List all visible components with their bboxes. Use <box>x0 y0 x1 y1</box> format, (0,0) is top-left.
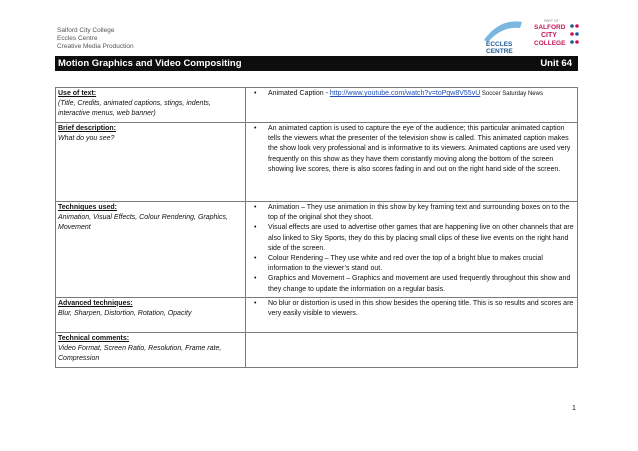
youtube-link[interactable]: http://www.youtube.com/watch?v=toPqw8V55vU <box>329 90 481 97</box>
org-line: Eccles Centre <box>57 35 98 42</box>
table-row <box>56 332 578 367</box>
page-number: 1 <box>572 405 576 412</box>
org-line: Creative Media Production <box>57 43 134 50</box>
logo1-line: ECCLES <box>486 41 513 48</box>
logo2-line: CITY <box>541 32 557 39</box>
link-suffix: Soccer Saturday News <box>480 91 543 97</box>
table-row <box>56 202 578 298</box>
title-bar <box>55 56 578 71</box>
list-item: • Colour Rendering – They use white and red over the top of a bright blue to makes crucial information to the viewer’s stand out. <box>250 254 575 274</box>
row-content-cell <box>246 332 578 367</box>
row-sublabel: Animation, Visual Effects, Colour Rendering, Graphics, Movement <box>58 214 228 232</box>
salford-city-college-logo <box>534 19 579 47</box>
row-sublabel: (Title, Credits, animated captions, stings, indents, interactive menus, web banner) <box>58 100 211 118</box>
list-item: • An animated caption is used to capture the eye of the audience; this particular animated caption tells the viewers what the presenter of the television show is called. This animated caption makes the show look very professional and is informative to its viewers. Animated captions are used very frequently on this show as they have them constantly moving along the bottom of the screen showing live scores, there is also scores fading in and out on the right hand side of the screen. <box>250 124 575 175</box>
unit-label: Unit 64 <box>540 58 572 69</box>
row-content-cell <box>246 202 578 298</box>
row-label: Advanced techniques: <box>58 299 133 307</box>
table-row <box>56 88 578 123</box>
row-label-cell <box>56 297 246 332</box>
list-item <box>250 89 575 99</box>
row-label: Techniques used: <box>58 204 117 211</box>
row-label: Use of text: <box>58 90 97 97</box>
logo2-line: SALFORD <box>534 24 566 31</box>
table-row <box>56 297 578 332</box>
table-row <box>56 123 578 202</box>
row-content-cell <box>246 123 578 202</box>
list-item: • No blur or distortion is used in this show besides the opening title. This is so results and scores are very easily visible to viewers. <box>250 299 575 319</box>
row-sublabel: Video Format, Screen Ratio, Resolution, Frame rate, Compression <box>58 345 222 363</box>
list-item: • Visual effects are used to advertise other games that are happening live on other channels that are also linked to Sky Sports, they do this by placing small clips of these live events on the right hand side of the screen. <box>250 223 575 254</box>
list-item: • Animation – They use animation in this show by key framing text and surrounding boxes on to the top of the original shot they shoot. <box>250 203 575 223</box>
analysis-table <box>55 87 578 368</box>
row-label-cell <box>56 88 246 123</box>
row-label-cell <box>56 202 246 298</box>
row-label: Technical comments: <box>58 334 130 342</box>
row-label: Brief description: <box>58 125 116 132</box>
row-sublabel: Blur, Sharpen, Distortion, Rotation, Opacity <box>58 310 192 318</box>
row-content-cell <box>246 88 578 123</box>
row-label-cell <box>56 332 246 367</box>
row-content-cell <box>246 297 578 332</box>
logo2-top: PART OF <box>544 19 559 23</box>
row-label-cell <box>56 123 246 202</box>
logo2-line: COLLEGE <box>534 40 566 47</box>
list-item: • Graphics and Movement – Graphics and movement are used frequently throughout this show and they change to update the information on a regular basis. <box>250 274 575 294</box>
logo1-line: CENTRE <box>486 48 513 55</box>
link-prefix: Animated Caption - <box>268 90 330 97</box>
document-title: Motion Graphics and Video Compositing <box>58 58 242 69</box>
college-logos <box>478 14 588 58</box>
eccles-centre-logo <box>484 21 522 55</box>
row-sublabel: What do you see? <box>58 135 115 143</box>
org-line: Salford City College <box>57 27 115 34</box>
organisation-info <box>57 27 134 51</box>
